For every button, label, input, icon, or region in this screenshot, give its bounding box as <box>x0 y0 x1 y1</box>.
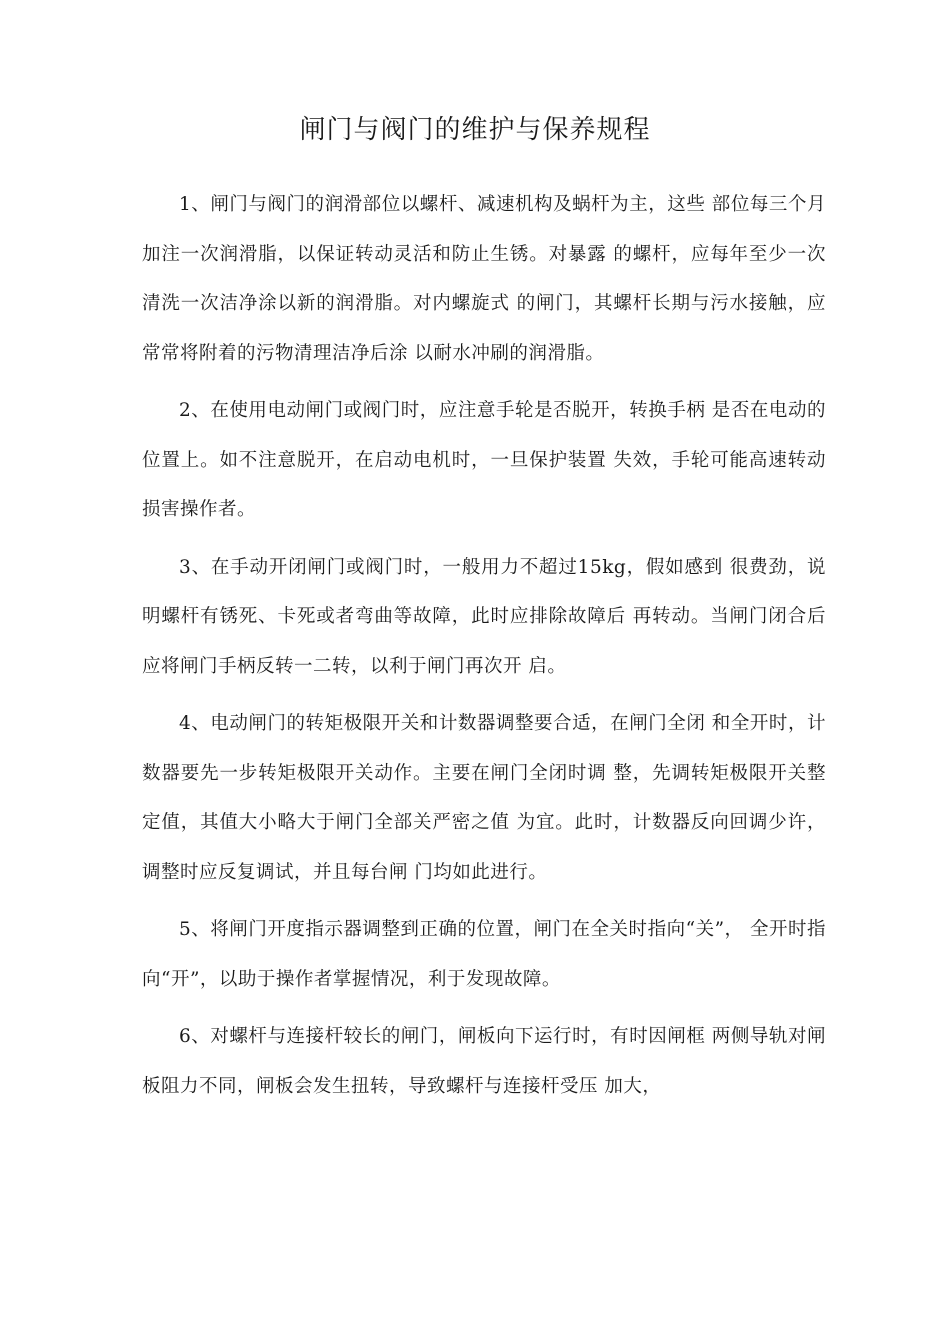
paragraph-4: 4、电动闸门的转矩极限开关和计数器调整要合适，在闸门全闭 和全开时，计数器要先一步转矩极限开关动作。主要在闸门全闭时调 整，先调转矩极限开关整定值，其值大小略大于闸门全部关严密之值 为宜。此时，计数器反向回调少许，调整时应反复调试，并且每台闸 门均如此进行。 <box>142 713 826 883</box>
paragraph-5: 5、将闸门开度指示器调整到正确的位置，闸门在全关时指向“关”， 全开时指向“开”，以助于操作者掌握情况，利于发现故障。 <box>142 919 826 990</box>
paragraph-6: 6、对螺杆与连接杆较长的闸门，闸板向下运行时，有时因闸框 两侧导轨对闸板阻力不同，闸板会发生扭转，导致螺杆与连接杆受压 加大， <box>142 1026 826 1097</box>
paragraph-1: 1、闸门与阀门的润滑部位以螺杆、减速机构及蜗杆为主，这些 部位每三个月加注一次润滑脂，以保证转动灵活和防止生锈。对暴露 的螺杆，应每年至少一次清洗一次洁净涂以新的润滑脂。对内螺旋式 的闸门，其螺杆长期与污水接触，应常常将附着的污物清理洁净后涂 以耐水冲刷的润滑脂。 <box>142 194 826 364</box>
paragraph-2: 2、在使用电动闸门或阀门时，应注意手轮是否脱开，转换手柄 是否在电动的位置上。如不注意脱开，在启动电机时，一旦保护装置 失效，手轮可能高速转动损害操作者。 <box>142 400 826 520</box>
document-title: 闸门与阀门的维护与保养规程 <box>299 115 651 145</box>
document-body <box>142 180 826 1119</box>
paragraph-3: 3、在手动开闭闸门或阀门时，一般用力不超过15kg，假如感到 很费劲，说明螺杆有锈死、卡死或者弯曲等故障，此时应排除故障后 再转动。当闸门闭合后应将闸门手柄反转一二转，以利于闸门再次开 启。 <box>142 556 826 677</box>
